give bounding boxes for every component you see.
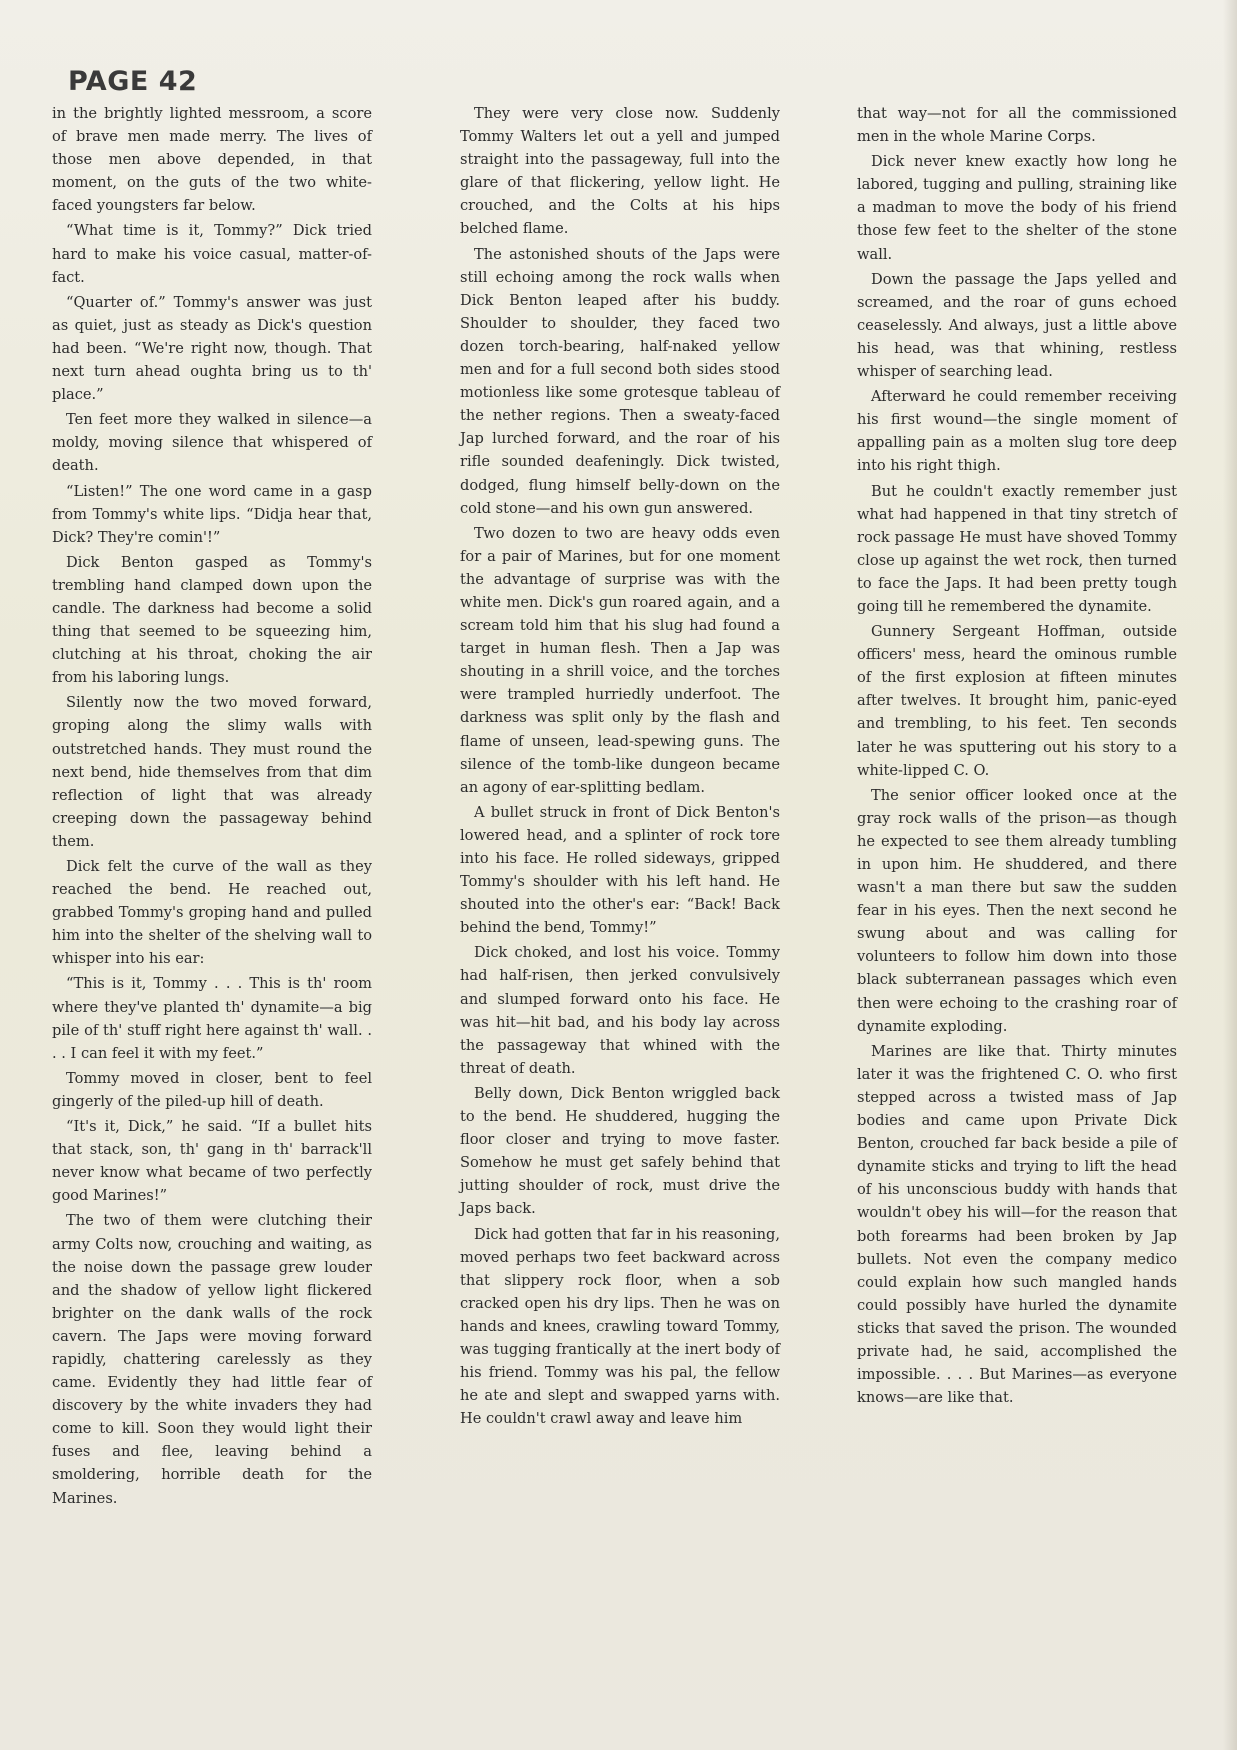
text-column-2	[460, 102, 780, 1432]
paragraph: The astonished shouts of the Japs were still echoing among the rock walls when Dick Benton leaped after his buddy. Shoulder to shoulder, they faced two dozen torch-bearing, half-naked yellow men and for a full second both sides stood motionless like some grotesque tableau of the nether regions. Then a sweaty-faced Jap lurched forward, and the roar of his rifle sounded deafeningly. Dick twisted, dodged, flung himself belly-down on the cold stone—and his own gun answered.	[460, 245, 780, 517]
paragraph: The senior officer looked once at the gray rock walls of the prison—as though he expected to see them already tumbling in upon him. He shuddered, and there wasn't a man there but saw the sudden fear in his eyes. Then the next second he swung about and was calling for volunteers to follow him down into those black subterranean passages which even then were echoing to the crashing roar of dynamite exploding.	[857, 786, 1177, 1035]
paragraph: Afterward he could remember receiving his first wound—the single moment of appalling pain as a molten slug tore deep into his right thigh.	[857, 388, 1177, 475]
paragraph: Silently now the two moved forward, groping along the slimy walls with outstretched hands. They must round the next bend, hide themselves from that dim reflection of light that was already creeping down the passageway behind them.	[52, 694, 372, 850]
page-number: PAGE 42	[68, 66, 198, 97]
paragraph: Dick Benton gasped as Tommy's trembling hand clamped down upon the candle. The darkness had become a solid thing that seemed to be squeezing him, clutching at his throat, choking the air from his laboring lungs.	[52, 553, 372, 687]
paragraph: Two dozen to two are heavy odds even for a pair of Marines, but for one moment the advantage of surprise was with the white men. Dick's gun roared again, and a scream told him that his slug had found a target in human flesh. Then a Jap was shouting in a shrill voice, and the torches were trampled hurriedly underfoot. The darkness was split only by the flash and flame of unseen, lead-spewing guns. The silence of the tomb-like dungeon became an agony of ear-splitting bedlam.	[460, 524, 780, 796]
paragraph: Dick choked, and lost his voice. Tommy had half-risen, then jerked convulsively and slumped forward onto his face. He was hit—hit bad, and his body lay across the passageway that whined with the threat of death.	[460, 944, 780, 1077]
paragraph: A bullet struck in front of Dick Benton's lowered head, and a splinter of rock tore into his face. He rolled sideways, gripped Tommy's shoulder with his left hand. He shouted into the other's ear: “Back! Back behind the bend, Tommy!”	[460, 803, 780, 937]
text-column-3	[857, 102, 1177, 1411]
paragraph: Tommy moved in closer, bent to feel gingerly of the piled-up hill of death.	[52, 1069, 372, 1110]
paragraph: “It's it, Dick,” he said. “If a bullet hits that stack, son, th' gang in th' barrack'll never know what became of two perfectly good Marines!”	[52, 1118, 372, 1205]
paragraph: The two of them were clutching their army Colts now, crouching and waiting, as the noise down the passage grew louder and the shadow of yellow light flickered brighter on the dank walls of the rock cavern. The Japs were moving forward rapidly, chattering carelessly as they came. Evidently they had little fear of discovery by the white invaders they had come to kill. Soon they would light their fuses and flee, leaving behind a smoldering, horrible death for the Marines.	[52, 1212, 372, 1507]
paragraph: “This is it, Tommy . . . This is th' room where they've planted th' dynamite—a big pile of th' stuff right here against th' wall. . . . I can feel it with my feet.”	[52, 975, 372, 1062]
paragraph: that way—not for all the commissioned men in the whole Marine Corps.	[857, 105, 1177, 146]
paragraph: Dick had gotten that far in his reasoning, moved perhaps two feet backward across that slippery rock floor, when a sob cracked open his dry lips. Then he was on hands and knees, crawling toward Tommy, was tugging frantically at the inert body of his friend. Tommy was his pal, the fellow he ate and slept and swapped yarns with. He couldn't crawl away and leave him	[460, 1225, 780, 1428]
paragraph: Belly down, Dick Benton wriggled back to the bend. He shuddered, hugging the floor closer and trying to move faster. Somehow he must get safely behind that jutting shoulder of rock, must drive the Japs back.	[460, 1084, 780, 1218]
paragraph: “Listen!” The one word came in a gasp from Tommy's white lips. “Didja hear that, Dick? They're comin'!”	[52, 482, 372, 546]
paragraph: Dick felt the curve of the wall as they reached the bend. He reached out, grabbed Tommy's groping hand and pulled him into the shelter of the shelving wall to whisper into his ear:	[52, 858, 372, 968]
paragraph: Down the passage the Japs yelled and screamed, and the roar of guns echoed ceaselessly. And always, just a little above his head, was that whining, restless whisper of searching lead.	[857, 270, 1177, 381]
paragraph: in the brightly lighted messroom, a score of brave men made merry. The lives of those men above depended, in that moment, on the guts of the two white-faced youngsters far below.	[52, 105, 372, 215]
paragraph: “Quarter of.” Tommy's answer was just as quiet, just as steady as Dick's question had been. “We're right now, though. That next turn ahead oughta bring us to th' place.”	[52, 293, 372, 404]
paragraph: Gunnery Sergeant Hoffman, outside officers' mess, heard the ominous rumble of the first explosion at fifteen minutes after twelves. It brought him, panic-eyed and trembling, to his feet. Ten seconds later he was sputtering out his story to a white-lipped C. O.	[857, 623, 1177, 779]
paragraph: But he couldn't exactly remember just what had happened in that tiny stretch of rock passage He must have shoved Tommy close up against the wet rock, then turned to face the Japs. It had been pretty tough going till he remembered the dynamite.	[857, 482, 1177, 615]
text-column-1	[52, 102, 372, 1512]
paragraph: “What time is it, Tommy?” Dick tried hard to make his voice casual, matter-of-fact.	[52, 222, 372, 286]
paragraph: Ten feet more they walked in silence—a moldy, moving silence that whispered of death.	[52, 411, 372, 475]
paragraph: They were very close now. Suddenly Tommy Walters let out a yell and jumped straight into the passageway, full into the glare of that flickering, yellow light. He crouched, and the Colts at his hips belched flame.	[460, 105, 780, 238]
paragraph: Dick never knew exactly how long he labored, tugging and pulling, straining like a madman to move the body of his friend those few feet to the shelter of the stone wall.	[857, 153, 1177, 263]
paragraph: Marines are like that. Thirty minutes later it was the frightened C. O. who first stepped across a twisted mass of Jap bodies and came upon Private Dick Benton, crouched far back beside a pile of dynamite sticks and trying to lift the head of his unconscious buddy with hands that wouldn't obey his will—for the reason that both forearms had been broken by Jap bullets. Not even the company medico could explain how such mangled hands could possibly have hurled the dynamite sticks that saved the prison. The wounded private had, he said, accomplished the impossible. . . . But Marines—as everyone knows—are like that.	[857, 1042, 1177, 1407]
